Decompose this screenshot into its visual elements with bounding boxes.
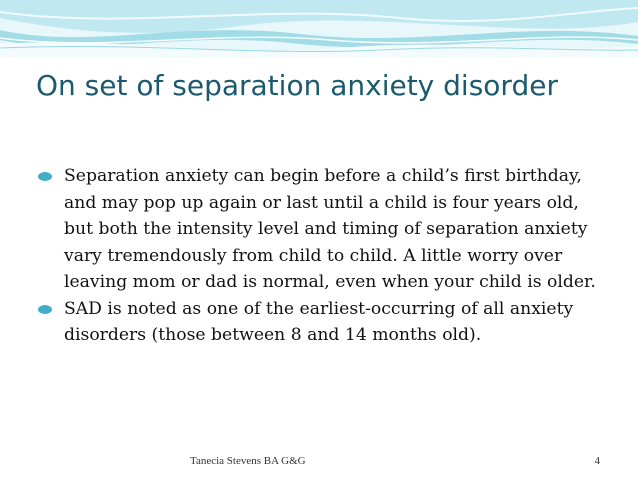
oval-bullet-icon bbox=[38, 172, 52, 181]
page-number: 4 bbox=[594, 455, 600, 467]
bullet-item bbox=[36, 163, 602, 296]
bullet-item bbox=[36, 296, 602, 349]
bullet-text: SAD is noted as one of the earliest-occurring of all anxiety disorders (those between 8 and 14 months old). bbox=[64, 298, 574, 345]
slide-title: On set of separation anxiety disorder bbox=[36, 69, 558, 102]
header-wave-decoration bbox=[0, 0, 638, 58]
footer-author: Tanecia Stevens BA G&G bbox=[190, 455, 306, 467]
bullet-text: Separation anxiety can begin before a child’s first birthday, and may pop up again or last until a child is four years old, but both the intensity level and timing of separation anxiety vary tremendously from child to child. A little worry over leaving mom or dad is normal, even when your child is older. bbox=[64, 166, 596, 292]
bullet-list bbox=[36, 163, 602, 349]
oval-bullet-icon bbox=[38, 305, 52, 314]
